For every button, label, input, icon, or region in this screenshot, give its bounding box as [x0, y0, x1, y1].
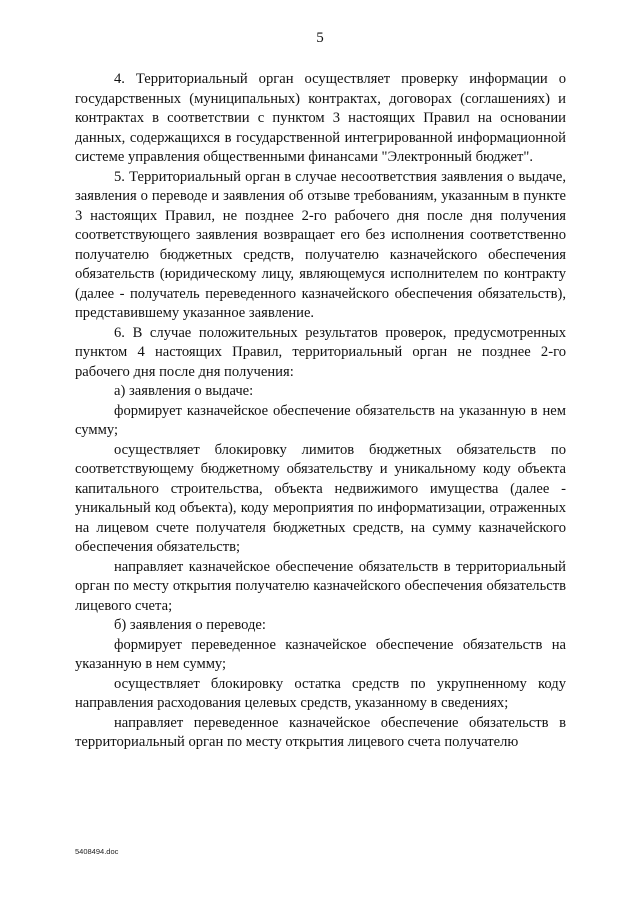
subitem-b-clause-2: осуществляет блокировку остатка средств по укрупненному коду направления расходования целевых средств, указанному в сведениях;: [75, 675, 566, 711]
subitem-a-clause-2: осуществляет блокировку лимитов бюджетных обязательств по соответствующему бюджетному обязательству и уникальному коду объекта капитального строительства, объекта недвижимого имущества (далее - уникальный код объекта), коду мероприятия по информатизации, отраженных на лицевом счете получателя бюджетных средств, на сумму казначейского обеспечения обязательств;: [75, 441, 566, 555]
paragraph-6: 6. В случае положительных результатов проверок, предусмотренных пунктом 4 настоящих Правил, территориальный орган не позднее 2-го рабочего дня после дня получения:: [75, 324, 566, 380]
subitem-b-clause-1: формирует переведенное казначейское обеспечение обязательств на указанную в нем сумму;: [75, 636, 566, 672]
paragraph-5: 5. Территориальный орган в случае несоответствия заявления о выдаче, заявления о переводе и заявления об отзыве требованиям, указанным в пункте 3 настоящих Правил, не позднее 2-го рабочего дня после дня получения соответствующего заявления возвращает его без исполнения соответственно получателю бюджетных средств, получателю казначейского обеспечения обязательств (юридическому лицу, являющемуся исполнителем по контракту (далее - получатель переведенного казначейского обеспечения обязательств), представившему указанное заявление.: [75, 168, 566, 321]
subitem-a-heading: а) заявления о выдаче:: [114, 383, 254, 399]
paragraph-4: 4. Территориальный орган осуществляет проверку информации о государственных (муниципальных) контрактах, договорах (соглашениях) и контрактах в соответствии с пунктом 3 настоящих Правил на основании данных, содержащихся в государственной интегрированной информационной системе управления общественными финансами "Электронный бюджет".: [75, 71, 566, 165]
subitem-a-clause-1: формирует казначейское обеспечение обязательств на указанную в нем сумму;: [75, 402, 566, 438]
page-number: 5: [316, 30, 324, 46]
document-body: [75, 70, 566, 753]
document-file-code: 5408494.doc: [75, 847, 119, 856]
subitem-a-clause-3: направляет казначейское обеспечение обязательств в территориальный орган по месту открытия получателю казначейского обеспечения обязательств лицевого счета;: [75, 558, 566, 614]
subitem-b-heading: б) заявления о переводе:: [114, 617, 266, 633]
subitem-b-clause-3: направляет переведенное казначейское обеспечение обязательств в территориальный орган по месту открытия лицевого счета получателю: [75, 714, 566, 750]
